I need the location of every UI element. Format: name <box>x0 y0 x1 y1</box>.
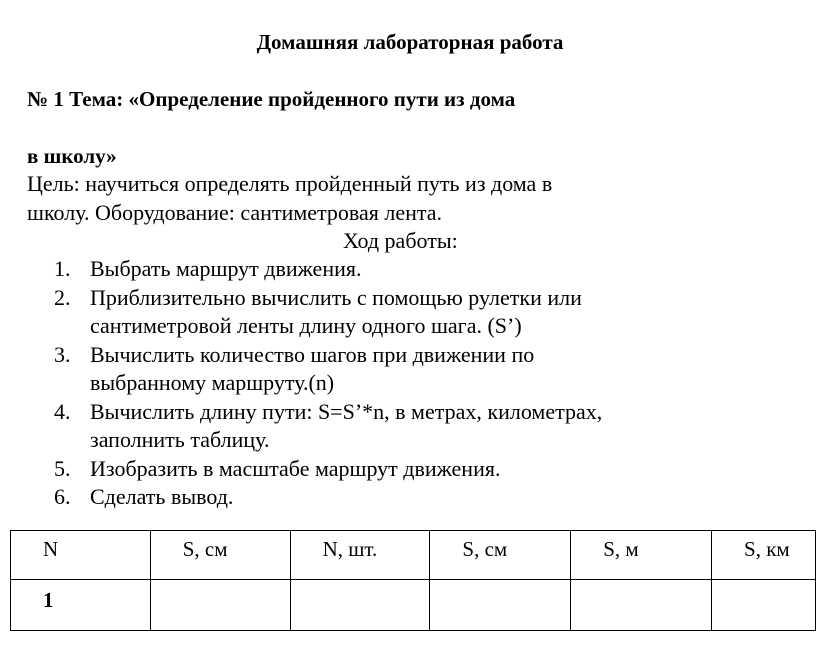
step-text: Приблизительно вычислить с помощью рулетки или <box>90 284 582 310</box>
table-header-row <box>11 531 816 580</box>
table-header-cell: S, км <box>712 531 816 580</box>
table-row <box>11 580 816 631</box>
step-number: 4. <box>54 398 71 424</box>
step-text: Вычислить количество шагов при движении по <box>90 341 535 367</box>
step-text: Сделать вывод. <box>90 484 234 509</box>
table-cell <box>571 580 712 631</box>
table-cell <box>712 580 816 631</box>
steps-list <box>0 255 816 512</box>
step-text: Изобразить в масштабе маршрут движения. <box>90 455 501 481</box>
goal-line-1: Цель: научиться определять пройденный путь из дома в <box>27 171 553 196</box>
document-title: Домашняя лабораторная работа <box>256 30 564 54</box>
table-cell <box>430 580 571 631</box>
step-number: 6. <box>54 484 71 509</box>
list-item <box>0 255 816 284</box>
table-header-cell: S, см <box>430 531 571 580</box>
list-item <box>0 398 816 455</box>
table-cell <box>150 580 290 631</box>
step-text: сантиметровой ленты длину одного шага. (S’) <box>90 313 522 338</box>
goal-line-2: школу. Оборудование: сантиметровая лента. <box>27 200 443 225</box>
step-text: выбранному маршруту.(n) <box>90 370 335 395</box>
list-item <box>0 483 816 512</box>
results-table <box>10 530 816 631</box>
goal-paragraph <box>27 169 667 227</box>
step-text: Вычислить длину пути: S=S’*n, в метрах, километрах, <box>90 398 603 424</box>
list-item <box>0 284 816 341</box>
topic-line-1: № 1 Тема: «Определение пройденного пути из дома <box>27 87 516 111</box>
step-number: 1. <box>54 256 71 281</box>
table-header-cell: N <box>11 531 151 580</box>
list-item <box>0 341 816 398</box>
progress-heading: Ход работы: <box>343 228 458 253</box>
list-item <box>0 455 816 484</box>
topic-line-2: в школу» <box>27 144 117 168</box>
table-header-cell: S, см <box>150 531 290 580</box>
step-number: 2. <box>54 284 71 310</box>
step-number: 5. <box>54 455 71 481</box>
step-number: 3. <box>54 341 71 367</box>
table-header-cell: N, шт. <box>290 531 430 580</box>
table-header-cell: S, м <box>571 531 712 580</box>
step-text: заполнить таблицу. <box>90 427 270 452</box>
table-cell <box>290 580 430 631</box>
table-cell: 1 <box>11 580 151 631</box>
step-text: Выбрать маршрут движения. <box>90 256 362 281</box>
